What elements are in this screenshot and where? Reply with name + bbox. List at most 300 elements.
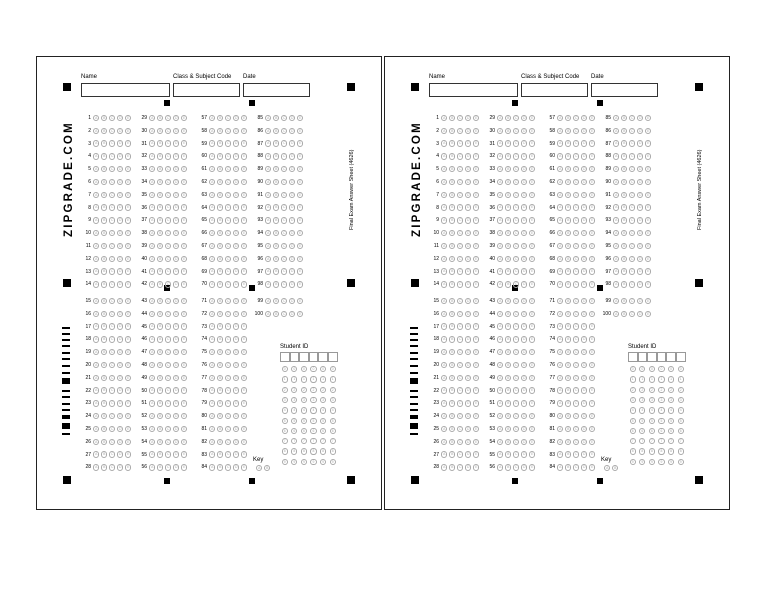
answer-bubble[interactable]: D <box>582 388 586 393</box>
answer-bubble[interactable]: B <box>449 387 455 393</box>
answer-bubble[interactable]: E <box>181 128 187 134</box>
answer-bubble[interactable]: D <box>174 337 178 342</box>
answer-bubble[interactable]: D <box>582 192 586 197</box>
answer-bubble[interactable]: A <box>149 192 155 198</box>
answer-bubble[interactable]: A <box>149 451 155 457</box>
answer-bubble[interactable]: B <box>449 115 455 121</box>
answer-bubble[interactable]: A <box>613 311 619 317</box>
answer-bubble[interactable]: E <box>529 387 535 393</box>
answer-bubble[interactable]: C <box>514 230 518 235</box>
student-id-bubble[interactable]: 9 <box>282 459 288 465</box>
answer-bubble[interactable]: E <box>181 281 187 287</box>
answer-bubble[interactable]: D <box>118 324 122 329</box>
answer-bubble[interactable]: A <box>149 179 155 185</box>
student-id-bubble[interactable]: 1 <box>330 376 336 382</box>
answer-bubble[interactable]: C <box>226 192 230 197</box>
answer-bubble[interactable]: B <box>505 336 511 342</box>
student-id-bubble[interactable]: 8 <box>678 448 684 454</box>
answer-bubble[interactable]: B <box>621 298 627 304</box>
answer-bubble[interactable]: D <box>290 141 294 146</box>
answer-bubble[interactable]: B <box>621 166 627 172</box>
answer-bubble[interactable]: E <box>297 166 303 172</box>
answer-bubble[interactable]: B <box>217 400 223 406</box>
answer-bubble[interactable]: E <box>473 362 479 368</box>
answer-bubble[interactable]: E <box>241 166 247 172</box>
answer-bubble[interactable]: E <box>125 128 131 134</box>
answer-bubble[interactable]: A <box>441 281 447 287</box>
answer-bubble[interactable]: B <box>273 140 279 146</box>
answer-bubble[interactable]: C <box>514 311 518 316</box>
answer-bubble[interactable]: A <box>497 336 503 342</box>
answer-bubble[interactable]: B <box>505 323 511 329</box>
answer-bubble[interactable]: D <box>466 324 470 329</box>
answer-bubble[interactable]: C <box>574 269 578 274</box>
answer-bubble[interactable]: C <box>514 426 518 431</box>
answer-bubble[interactable]: A <box>149 217 155 223</box>
answer-bubble[interactable]: A <box>93 140 99 146</box>
answer-bubble[interactable]: E <box>645 230 651 236</box>
answer-bubble[interactable]: A <box>209 192 215 198</box>
answer-bubble[interactable]: B <box>101 217 107 223</box>
answer-bubble[interactable]: B <box>505 128 511 134</box>
answer-bubble[interactable]: A <box>497 204 503 210</box>
answer-bubble[interactable]: C <box>574 205 578 210</box>
answer-bubble[interactable]: C <box>514 179 518 184</box>
answer-bubble[interactable]: B <box>157 140 163 146</box>
answer-bubble[interactable]: D <box>234 243 238 248</box>
answer-bubble[interactable]: D <box>522 298 526 303</box>
answer-bubble[interactable]: D <box>466 452 470 457</box>
answer-bubble[interactable]: A <box>557 426 563 432</box>
answer-bubble[interactable]: B <box>621 256 627 262</box>
answer-bubble[interactable]: B <box>621 153 627 159</box>
answer-bubble[interactable]: B <box>157 362 163 368</box>
answer-bubble[interactable]: B <box>505 349 511 355</box>
student-id-digit-box[interactable] <box>318 352 328 362</box>
answer-bubble[interactable]: B <box>565 179 571 185</box>
answer-bubble[interactable]: A <box>441 336 447 342</box>
answer-bubble[interactable]: C <box>630 243 634 248</box>
answer-bubble[interactable]: A <box>441 311 447 317</box>
answer-bubble[interactable]: C <box>110 269 114 274</box>
answer-bubble[interactable]: C <box>514 115 518 120</box>
student-id-bubble[interactable]: 3 <box>282 397 288 403</box>
answer-bubble[interactable]: A <box>497 311 503 317</box>
answer-bubble[interactable]: E <box>297 311 303 317</box>
answer-bubble[interactable]: E <box>589 281 595 287</box>
answer-bubble[interactable]: A <box>497 413 503 419</box>
answer-bubble[interactable]: B <box>157 192 163 198</box>
answer-bubble[interactable]: A <box>149 311 155 317</box>
answer-bubble[interactable]: B <box>273 153 279 159</box>
answer-bubble[interactable]: E <box>645 204 651 210</box>
answer-bubble[interactable]: B <box>101 426 107 432</box>
answer-bubble[interactable]: A <box>149 298 155 304</box>
answer-bubble[interactable]: E <box>529 128 535 134</box>
student-id-bubble[interactable]: 4 <box>630 407 636 413</box>
answer-bubble[interactable]: D <box>174 218 178 223</box>
answer-bubble[interactable]: E <box>529 243 535 249</box>
answer-bubble[interactable]: A <box>441 323 447 329</box>
answer-bubble[interactable]: A <box>265 217 271 223</box>
answer-bubble[interactable]: C <box>226 154 230 159</box>
answer-bubble[interactable]: E <box>241 217 247 223</box>
answer-bubble[interactable]: B <box>217 268 223 274</box>
answer-bubble[interactable]: A <box>149 256 155 262</box>
student-id-bubble[interactable]: 4 <box>282 407 288 413</box>
answer-bubble[interactable]: A <box>209 323 215 329</box>
answer-bubble[interactable]: E <box>181 204 187 210</box>
answer-bubble[interactable]: C <box>514 362 518 367</box>
answer-bubble[interactable]: C <box>282 269 286 274</box>
answer-bubble[interactable]: D <box>234 166 238 171</box>
student-id-bubble[interactable]: 5 <box>320 418 326 424</box>
answer-bubble[interactable]: D <box>234 205 238 210</box>
answer-bubble[interactable]: C <box>458 141 462 146</box>
answer-bubble[interactable]: E <box>529 230 535 236</box>
key-bubble[interactable]: A <box>604 465 610 471</box>
answer-bubble[interactable]: B <box>565 217 571 223</box>
answer-bubble[interactable]: D <box>638 192 642 197</box>
answer-bubble[interactable]: A <box>149 268 155 274</box>
answer-bubble[interactable]: D <box>638 179 642 184</box>
answer-bubble[interactable]: D <box>582 179 586 184</box>
answer-bubble[interactable]: E <box>125 179 131 185</box>
answer-bubble[interactable]: B <box>157 153 163 159</box>
answer-bubble[interactable]: C <box>630 115 634 120</box>
answer-bubble[interactable]: C <box>458 375 462 380</box>
answer-bubble[interactable]: E <box>529 323 535 329</box>
answer-bubble[interactable]: D <box>466 205 470 210</box>
answer-bubble[interactable]: A <box>149 115 155 121</box>
answer-bubble[interactable]: E <box>473 311 479 317</box>
answer-bubble[interactable]: B <box>217 204 223 210</box>
student-id-bubble[interactable]: 9 <box>668 459 674 465</box>
answer-bubble[interactable]: A <box>209 464 215 470</box>
answer-bubble[interactable]: E <box>589 464 595 470</box>
answer-bubble[interactable]: E <box>589 336 595 342</box>
answer-bubble[interactable]: E <box>589 153 595 159</box>
answer-bubble[interactable]: D <box>174 115 178 120</box>
answer-bubble[interactable]: B <box>565 256 571 262</box>
student-id-bubble[interactable]: 3 <box>291 397 297 403</box>
student-id-bubble[interactable]: 2 <box>658 387 664 393</box>
answer-bubble[interactable]: A <box>209 281 215 287</box>
answer-bubble[interactable]: D <box>466 141 470 146</box>
answer-bubble[interactable]: E <box>589 387 595 393</box>
answer-bubble[interactable]: D <box>290 230 294 235</box>
answer-bubble[interactable]: C <box>630 311 634 316</box>
answer-bubble[interactable]: B <box>101 336 107 342</box>
answer-bubble[interactable]: D <box>582 154 586 159</box>
answer-bubble[interactable]: A <box>209 268 215 274</box>
student-id-bubble[interactable]: 8 <box>658 448 664 454</box>
answer-bubble[interactable]: C <box>282 154 286 159</box>
answer-bubble[interactable]: A <box>497 140 503 146</box>
answer-bubble[interactable]: B <box>449 140 455 146</box>
answer-bubble[interactable]: A <box>93 153 99 159</box>
answer-bubble[interactable]: A <box>497 281 503 287</box>
answer-bubble[interactable]: E <box>473 323 479 329</box>
answer-bubble[interactable]: D <box>118 141 122 146</box>
student-id-bubble[interactable]: 9 <box>330 459 336 465</box>
student-id-bubble[interactable]: 6 <box>649 428 655 434</box>
answer-bubble[interactable]: B <box>217 230 223 236</box>
answer-bubble[interactable]: E <box>241 192 247 198</box>
answer-bubble[interactable]: A <box>209 179 215 185</box>
answer-bubble[interactable]: C <box>514 375 518 380</box>
answer-bubble[interactable]: E <box>125 336 131 342</box>
answer-bubble[interactable]: B <box>217 153 223 159</box>
answer-bubble[interactable]: E <box>297 179 303 185</box>
answer-bubble[interactable]: D <box>522 218 526 223</box>
answer-bubble[interactable]: E <box>473 140 479 146</box>
answer-bubble[interactable]: B <box>101 281 107 287</box>
answer-bubble[interactable]: D <box>522 413 526 418</box>
answer-bubble[interactable]: A <box>557 243 563 249</box>
answer-bubble[interactable]: C <box>574 375 578 380</box>
answer-bubble[interactable]: B <box>621 268 627 274</box>
answer-bubble[interactable]: C <box>226 115 230 120</box>
student-id-bubble[interactable]: 5 <box>630 418 636 424</box>
answer-bubble[interactable]: A <box>209 153 215 159</box>
answer-bubble[interactable]: D <box>522 115 526 120</box>
student-id-bubble[interactable]: 7 <box>678 438 684 444</box>
answer-bubble[interactable]: A <box>557 311 563 317</box>
answer-bubble[interactable]: D <box>290 298 294 303</box>
answer-bubble[interactable]: B <box>157 128 163 134</box>
answer-bubble[interactable]: E <box>529 362 535 368</box>
answer-bubble[interactable]: C <box>166 388 170 393</box>
answer-bubble[interactable]: A <box>265 311 271 317</box>
student-id-bubble[interactable]: 4 <box>310 407 316 413</box>
answer-bubble[interactable]: C <box>514 154 518 159</box>
answer-bubble[interactable]: E <box>241 230 247 236</box>
answer-bubble[interactable]: A <box>441 387 447 393</box>
answer-bubble[interactable]: D <box>174 362 178 367</box>
answer-bubble[interactable]: A <box>557 400 563 406</box>
answer-bubble[interactable]: D <box>466 166 470 171</box>
answer-bubble[interactable]: C <box>110 439 114 444</box>
answer-bubble[interactable]: B <box>565 323 571 329</box>
answer-bubble[interactable]: D <box>118 426 122 431</box>
answer-bubble[interactable]: E <box>473 243 479 249</box>
answer-bubble[interactable]: C <box>514 141 518 146</box>
answer-bubble[interactable]: C <box>514 282 518 287</box>
answer-bubble[interactable]: D <box>118 179 122 184</box>
answer-bubble[interactable]: B <box>157 230 163 236</box>
answer-bubble[interactable]: D <box>522 439 526 444</box>
answer-bubble[interactable]: B <box>505 166 511 172</box>
student-id-bubble[interactable]: 0 <box>282 366 288 372</box>
answer-bubble[interactable]: C <box>282 298 286 303</box>
answer-bubble[interactable]: A <box>149 387 155 393</box>
answer-bubble[interactable]: C <box>630 166 634 171</box>
answer-bubble[interactable]: E <box>473 166 479 172</box>
answer-bubble[interactable]: C <box>226 230 230 235</box>
answer-bubble[interactable]: A <box>441 439 447 445</box>
answer-bubble[interactable]: A <box>209 426 215 432</box>
answer-bubble[interactable]: D <box>638 311 642 316</box>
answer-bubble[interactable]: D <box>118 115 122 120</box>
answer-bubble[interactable]: B <box>157 179 163 185</box>
student-id-bubble[interactable]: 0 <box>649 366 655 372</box>
answer-bubble[interactable]: B <box>505 400 511 406</box>
answer-bubble[interactable]: B <box>273 192 279 198</box>
answer-bubble[interactable]: A <box>93 375 99 381</box>
answer-bubble[interactable]: B <box>157 451 163 457</box>
student-id-bubble[interactable]: 8 <box>310 448 316 454</box>
answer-bubble[interactable]: A <box>265 268 271 274</box>
student-id-bubble[interactable]: 3 <box>649 397 655 403</box>
answer-bubble[interactable]: B <box>101 128 107 134</box>
answer-bubble[interactable]: B <box>565 281 571 287</box>
student-id-digit-box[interactable] <box>290 352 300 362</box>
answer-bubble[interactable]: B <box>621 230 627 236</box>
answer-bubble[interactable]: B <box>505 153 511 159</box>
answer-bubble[interactable]: D <box>638 166 642 171</box>
answer-bubble[interactable]: C <box>166 452 170 457</box>
student-id-bubble[interactable]: 6 <box>668 428 674 434</box>
answer-bubble[interactable]: C <box>110 324 114 329</box>
answer-bubble[interactable]: E <box>473 413 479 419</box>
answer-bubble[interactable]: E <box>241 268 247 274</box>
answer-bubble[interactable]: E <box>645 153 651 159</box>
answer-bubble[interactable]: B <box>157 336 163 342</box>
answer-bubble[interactable]: B <box>505 217 511 223</box>
answer-bubble[interactable]: D <box>174 413 178 418</box>
answer-bubble[interactable]: D <box>174 375 178 380</box>
answer-bubble[interactable]: A <box>441 413 447 419</box>
answer-bubble[interactable]: A <box>441 362 447 368</box>
answer-bubble[interactable]: D <box>582 141 586 146</box>
answer-bubble[interactable]: A <box>441 256 447 262</box>
answer-bubble[interactable]: C <box>574 154 578 159</box>
student-id-bubble[interactable]: 8 <box>291 448 297 454</box>
answer-bubble[interactable]: E <box>181 336 187 342</box>
student-id-bubble[interactable]: 5 <box>291 418 297 424</box>
answer-bubble[interactable]: B <box>273 217 279 223</box>
answer-bubble[interactable]: B <box>217 439 223 445</box>
answer-bubble[interactable]: B <box>505 387 511 393</box>
student-id-digit-box[interactable] <box>628 352 638 362</box>
student-id-bubble[interactable]: 7 <box>649 438 655 444</box>
answer-bubble[interactable]: E <box>529 281 535 287</box>
answer-bubble[interactable]: C <box>282 115 286 120</box>
answer-bubble[interactable]: D <box>174 426 178 431</box>
answer-bubble[interactable]: B <box>101 153 107 159</box>
answer-bubble[interactable]: A <box>265 179 271 185</box>
answer-bubble[interactable]: B <box>101 256 107 262</box>
answer-bubble[interactable]: B <box>449 451 455 457</box>
answer-bubble[interactable]: E <box>297 217 303 223</box>
answer-bubble[interactable]: D <box>118 349 122 354</box>
answer-bubble[interactable]: E <box>125 204 131 210</box>
answer-bubble[interactable]: E <box>589 362 595 368</box>
answer-bubble[interactable]: B <box>505 451 511 457</box>
answer-bubble[interactable]: E <box>297 243 303 249</box>
answer-bubble[interactable]: C <box>574 349 578 354</box>
answer-bubble[interactable]: C <box>514 349 518 354</box>
student-id-digit-box[interactable] <box>638 352 648 362</box>
answer-bubble[interactable]: E <box>645 281 651 287</box>
student-id-bubble[interactable]: 4 <box>639 407 645 413</box>
answer-bubble[interactable]: B <box>621 192 627 198</box>
answer-bubble[interactable]: B <box>157 311 163 317</box>
answer-bubble[interactable]: B <box>621 128 627 134</box>
student-id-bubble[interactable]: 2 <box>310 387 316 393</box>
answer-bubble[interactable]: E <box>297 281 303 287</box>
answer-bubble[interactable]: D <box>582 349 586 354</box>
answer-bubble[interactable]: E <box>589 115 595 121</box>
answer-bubble[interactable]: D <box>118 128 122 133</box>
answer-bubble[interactable]: E <box>473 298 479 304</box>
answer-bubble[interactable]: D <box>234 269 238 274</box>
answer-bubble[interactable]: B <box>565 387 571 393</box>
student-id-bubble[interactable]: 7 <box>310 438 316 444</box>
answer-bubble[interactable]: A <box>557 464 563 470</box>
answer-bubble[interactable]: A <box>557 192 563 198</box>
answer-bubble[interactable]: C <box>226 256 230 261</box>
answer-bubble[interactable]: A <box>149 400 155 406</box>
answer-bubble[interactable]: C <box>458 256 462 261</box>
answer-bubble[interactable]: C <box>226 205 230 210</box>
student-id-bubble[interactable]: 1 <box>668 376 674 382</box>
student-id-bubble[interactable]: 0 <box>678 366 684 372</box>
answer-bubble[interactable]: C <box>574 243 578 248</box>
answer-bubble[interactable]: A <box>441 400 447 406</box>
student-id-bubble[interactable]: 9 <box>630 459 636 465</box>
answer-bubble[interactable]: A <box>209 140 215 146</box>
answer-bubble[interactable]: D <box>582 230 586 235</box>
answer-bubble[interactable]: A <box>265 230 271 236</box>
answer-bubble[interactable]: D <box>522 256 526 261</box>
answer-bubble[interactable]: A <box>441 166 447 172</box>
answer-bubble[interactable]: E <box>589 204 595 210</box>
answer-bubble[interactable]: D <box>174 311 178 316</box>
answer-bubble[interactable]: C <box>110 282 114 287</box>
answer-bubble[interactable]: E <box>181 298 187 304</box>
student-id-bubble[interactable]: 8 <box>639 448 645 454</box>
answer-bubble[interactable]: E <box>125 451 131 457</box>
answer-bubble[interactable]: B <box>217 166 223 172</box>
student-id-bubble[interactable]: 7 <box>320 438 326 444</box>
student-id-digit-box[interactable] <box>676 352 686 362</box>
answer-bubble[interactable]: E <box>125 140 131 146</box>
answer-bubble[interactable]: E <box>473 192 479 198</box>
student-id-bubble[interactable]: 1 <box>320 376 326 382</box>
student-id-bubble[interactable]: 7 <box>282 438 288 444</box>
student-id-bubble[interactable]: 0 <box>301 366 307 372</box>
date-field[interactable] <box>243 83 310 97</box>
answer-bubble[interactable]: D <box>638 218 642 223</box>
answer-bubble[interactable]: E <box>473 281 479 287</box>
answer-bubble[interactable]: B <box>273 204 279 210</box>
answer-bubble[interactable]: B <box>449 311 455 317</box>
answer-bubble[interactable]: C <box>110 128 114 133</box>
answer-bubble[interactable]: D <box>466 282 470 287</box>
answer-bubble[interactable]: E <box>241 336 247 342</box>
answer-bubble[interactable]: C <box>574 413 578 418</box>
answer-bubble[interactable]: B <box>157 298 163 304</box>
answer-bubble[interactable]: A <box>613 166 619 172</box>
answer-bubble[interactable]: A <box>441 349 447 355</box>
class-subject-code-field[interactable] <box>173 83 240 97</box>
answer-bubble[interactable]: E <box>529 439 535 445</box>
answer-bubble[interactable]: D <box>234 115 238 120</box>
answer-bubble[interactable]: A <box>93 281 99 287</box>
answer-bubble[interactable]: C <box>166 324 170 329</box>
